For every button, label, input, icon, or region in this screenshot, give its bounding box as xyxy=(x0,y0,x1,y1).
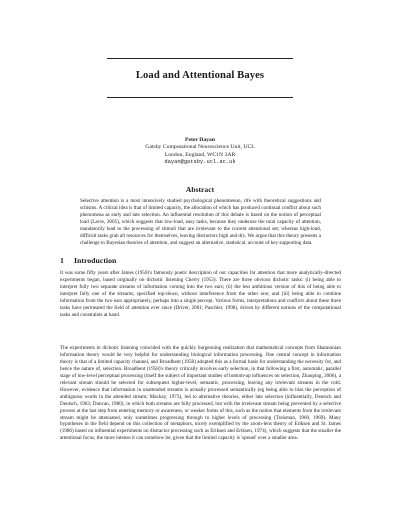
body-paragraph-2 xyxy=(60,345,341,442)
title-rule-bottom xyxy=(107,97,293,98)
section-number: 1 xyxy=(60,256,64,265)
abstract-text: Selective attention is a most intensively studied psychological phenomenon, rife with theoretical suggestions and schisms. A critical idea is that of limited capacity, the allocation of which has produced continual conflict about such phenomena as early and late selection. An influential resolution of this debate is based on the notion of perceptual load (Lavie, 2005), which suggests that low-load, easy tasks, because they underuse the total capacity of attention, mandatorily lead to the processing of stimuli that are irrelevant to the current attentional set; whereas high-load, difficult tasks grab all resources for themselves, leaving distractors high and dry. We argue that this theory presents a challenge to Bayesian theories of attention, and suggest an alternative, statistical, account of key supporting data. xyxy=(80,198,321,246)
paragraph-text: It was some fifty years after James (1950)'s famously poetic description of our capacities for attention that more analytically-directed experiments began, based originally on dichotic listening Cherry (1953). There are three obvious dichotic tasks: (i) being able to interpret fully two separate streams of information coming into the two ears; (ii) the less ambitious version of this of being able to interpret fully one of the streams, specified top-down, without interference from the other one; and (iii) being able to combine information from the two ears appropriately, perhaps into a single percept. Various forms, interpretations and conflicts about these three tasks have permeated the field of attention ever since (Driver, 2001; Paschler, 1998), driven by different notions of the computational tasks and constraints at hand. xyxy=(60,270,341,318)
author-address: London, England, WC1N 3AR xyxy=(164,151,236,158)
section-heading xyxy=(60,256,116,265)
paragraph-text: The experiments in dichotic listening coincided with the quickly burgeoning realization that mathematical concepts from Shannonian information theory would be very helpful for understanding biological information processing. One central concept in information theory is that of a limited capacity channel, and Broadbent (1958) adopted this as a formal basis for understanding the necessity for, and hence the nature of, selection. Broadbent (1958)'s theory critically involves early selection, in that following a first, automatic, parallel stage of low-level perceptual processing (itself the subject of important studies of bottom-up influences on selection, Zhaoping, 2006), a relevant stream should be selected for subsequent higher-level, semantic, processing, leaving any irrelevant streams in the cold. However, evidence that information in unattended streams is actually processed semantically (eg being able to bias the perception of ambiguous words in the attended stream; Mackay, 1973), led to alternative theories, either late selection (influentially, Deutsch and Deutsch, 1963; Duncan, 1980), in which both streams are fully processed, but with the irrelevant stream being prevented by a selective process at the last step from entering memory or awareness, or weaker forms of this, such as the notion that elements from the irrelevant stream might be attenuated, only sometimes progressing through to higher levels of processing (Treisman, 1960, 1969). Many hypotheses in the field depend on this collection of metaphors, nicely exemplified by the zoom-lens theory of Eriksen and St. James (1986) based on influential experiments on distractor processing such as Eriksen and Eriksen, 1974), which suggests that the smaller the attentional focus, the more intense it can somehow be, given that the limited capacity is 'spread' over a smaller area. xyxy=(60,345,341,442)
title-rule-top xyxy=(107,58,293,59)
body-paragraph-1 xyxy=(60,270,341,319)
author-name: Peter Dayan xyxy=(184,137,216,143)
author-affiliation: Gatsby Computational Neuroscience Unit, UCL xyxy=(145,144,255,151)
section-title: Introduction xyxy=(74,256,117,265)
author-email: dayan@gatsby.ucl.ac.uk xyxy=(164,159,236,166)
author-block xyxy=(0,137,400,167)
abstract-heading: Abstract xyxy=(185,185,215,194)
paper-title: Load and Attentional Bayes xyxy=(135,70,265,81)
abstract-body xyxy=(80,198,321,247)
